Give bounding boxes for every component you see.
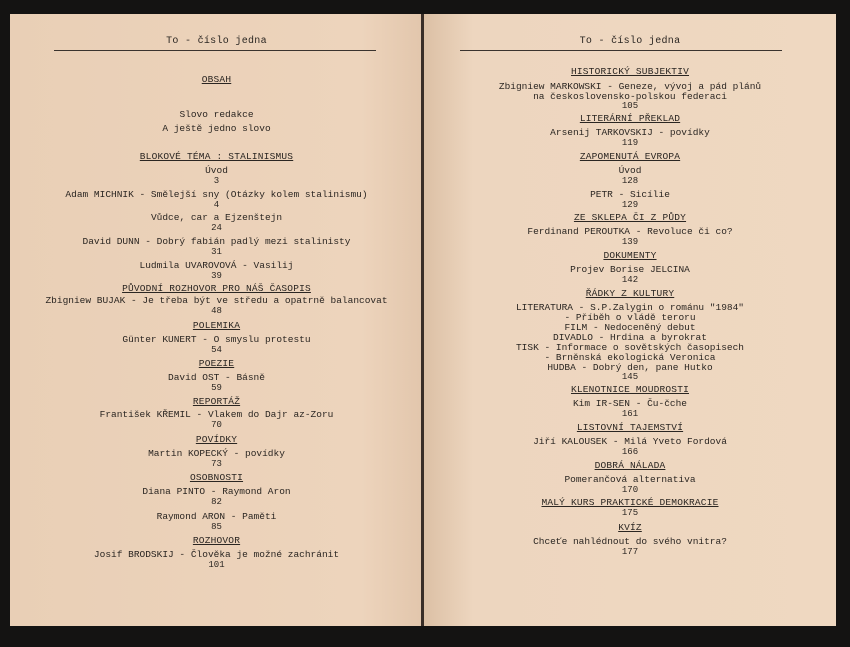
toc-entry: František KŘEMIL - Vlakem do Dajr az-Zoru (99, 409, 334, 420)
section-heading: ZE SKLEPA ČI Z PŮDY (573, 212, 687, 223)
toc-entry: Ferdinand PEROUTKA - Revoluce či co? (527, 226, 733, 237)
toc-entry: David OST - Básně (168, 372, 265, 383)
toc-entry: A ještě jedno slovo (162, 123, 271, 134)
toc-entry: Jiří KALOUSEK - Milá Yveto Fordová (533, 436, 727, 447)
page-number: 39 (211, 271, 222, 281)
section-heading: HISTORICKÝ SUBJEKTIV (570, 66, 690, 77)
page-number: 54 (211, 345, 222, 355)
page-number: 142 (621, 275, 639, 285)
toc-entry: LITERATURA - S.P.Zalygin o románu "1984" (515, 302, 745, 313)
toc-entry: Úvod (618, 165, 642, 176)
header-rule-left (54, 50, 376, 51)
page-number: 82 (211, 497, 222, 507)
toc-entry: Zbigniew BUJAK - Je třeba být ve středu a opatrně balancovat (45, 295, 388, 306)
toc-entry: Raymond ARON - Paměti (156, 511, 277, 522)
toc-entry: Martin KOPECKÝ - povídky (148, 448, 285, 459)
toc-entry: Vůdce, car a Ejzenštejn (150, 212, 283, 223)
toc-entry: Zbigniew MARKOWSKI - Geneze, vývoj a pád plánů (498, 81, 762, 92)
section-heading: LITERÁRNÍ PŘEKLAD (579, 113, 681, 124)
section-heading: MALÝ KURS PRAKTICKÉ DEMOKRACIE (541, 497, 719, 508)
page-number: 3 (213, 176, 220, 186)
toc-entry: Josif BRODSKIJ - Člověka je možné zachránit (93, 549, 340, 560)
section-heading: POEZIE (198, 358, 235, 369)
page-number: 31 (211, 247, 222, 257)
toc-entry: Arsenij TARKOVSKIJ - povídky (550, 127, 710, 138)
toc-entry: Chceťe nahlédnout do svého vnitra? (533, 536, 727, 547)
section-heading: POVÍDKY (195, 434, 238, 445)
section-heading: REPORTÁŽ (192, 396, 241, 407)
toc-entry: Adam MICHNIK - Smělejší sny (Otázky kolem stalinismu) (65, 189, 368, 200)
toc-entry: - Brněnská ekologická Veronica (544, 352, 716, 363)
page-number: 175 (621, 508, 639, 518)
page-number: 105 (621, 101, 639, 111)
page-number: 119 (621, 138, 639, 148)
section-heading: PŮVODNÍ ROZHOVOR PRO NÁŠ ČASOPIS (122, 283, 311, 294)
toc-entry: Diana PINTO - Raymond Aron (142, 486, 291, 497)
toc-entry: Kim IR-SEN - Ču-čche (572, 398, 688, 409)
toc-entry: Úvod (205, 165, 228, 176)
section-heading: LISTOVNÍ TAJEMSTVÍ (576, 422, 684, 433)
page-number: 70 (211, 420, 222, 430)
section-heading: KLENOTNICE MOUDROSTI (570, 384, 690, 395)
page-number: 73 (211, 459, 222, 469)
section-heading: BLOKOVÉ TÉMA : STALINISMUS (139, 151, 294, 162)
page-number: 24 (211, 223, 222, 233)
page-number: 128 (621, 176, 639, 186)
page-number: 101 (208, 560, 225, 570)
toc-entry: DIVADLO - Hrdina a byrokrat (553, 332, 707, 343)
toc-entry: TISK - Informace o sovětských časopisech (515, 342, 745, 353)
section-heading: ROZHOVOR (192, 535, 241, 546)
page-number: 59 (211, 383, 222, 393)
toc-entry: FILM - Nedoceněný debut (564, 322, 696, 333)
section-heading: DOKUMENTY (603, 250, 657, 261)
toc-entry: Slovo redakce (179, 109, 254, 120)
page-number: 170 (621, 485, 639, 495)
section-heading: KVÍZ (618, 522, 642, 533)
left-page (10, 14, 423, 626)
toc-entry: na československo-polskou federaci (533, 91, 727, 102)
toc-entry: Projev Borise JELCINA (570, 264, 690, 275)
toc-entry: PETR - Sicílie (590, 189, 670, 200)
section-heading: OBSAH (201, 74, 232, 85)
page-number: 177 (621, 547, 639, 557)
toc-entry: - Příběh o vládě teroru (564, 312, 696, 323)
section-heading: OSOBNOSTI (189, 472, 244, 483)
toc-entry: Pomerančová alternativa (564, 474, 696, 485)
toc-entry: David DUNN - Dobrý fabián padlý mezi stalinisty (82, 236, 351, 247)
toc-entry: Günter KUNERT - O smyslu protestu (122, 334, 311, 345)
page-number: 85 (211, 522, 222, 532)
toc-entry: Ludmila UVAROVOVÁ - Vasilij (139, 260, 294, 271)
section-heading: DOBRÁ NÁLADA (594, 460, 666, 471)
section-heading: POLEMIKA (192, 320, 241, 331)
page-number: 161 (621, 409, 639, 419)
page-number: 166 (621, 447, 639, 457)
running-header-right: To - číslo jedna (579, 36, 681, 47)
right-page (424, 14, 836, 626)
page-number: 139 (621, 237, 639, 247)
section-heading: ŘÁDKY Z KULTURY (585, 288, 675, 299)
header-rule-right (460, 50, 782, 51)
section-heading: ZAPOMENUTÁ EVROPA (579, 151, 681, 162)
page-number: 129 (621, 200, 639, 210)
running-header-left: To - číslo jedna (166, 36, 267, 47)
toc-entry: HUDBA - Dobrý den, pane Hutko (547, 362, 713, 373)
page-number: 145 (621, 372, 639, 382)
page-number: 4 (213, 200, 220, 210)
page-number: 48 (211, 306, 222, 316)
